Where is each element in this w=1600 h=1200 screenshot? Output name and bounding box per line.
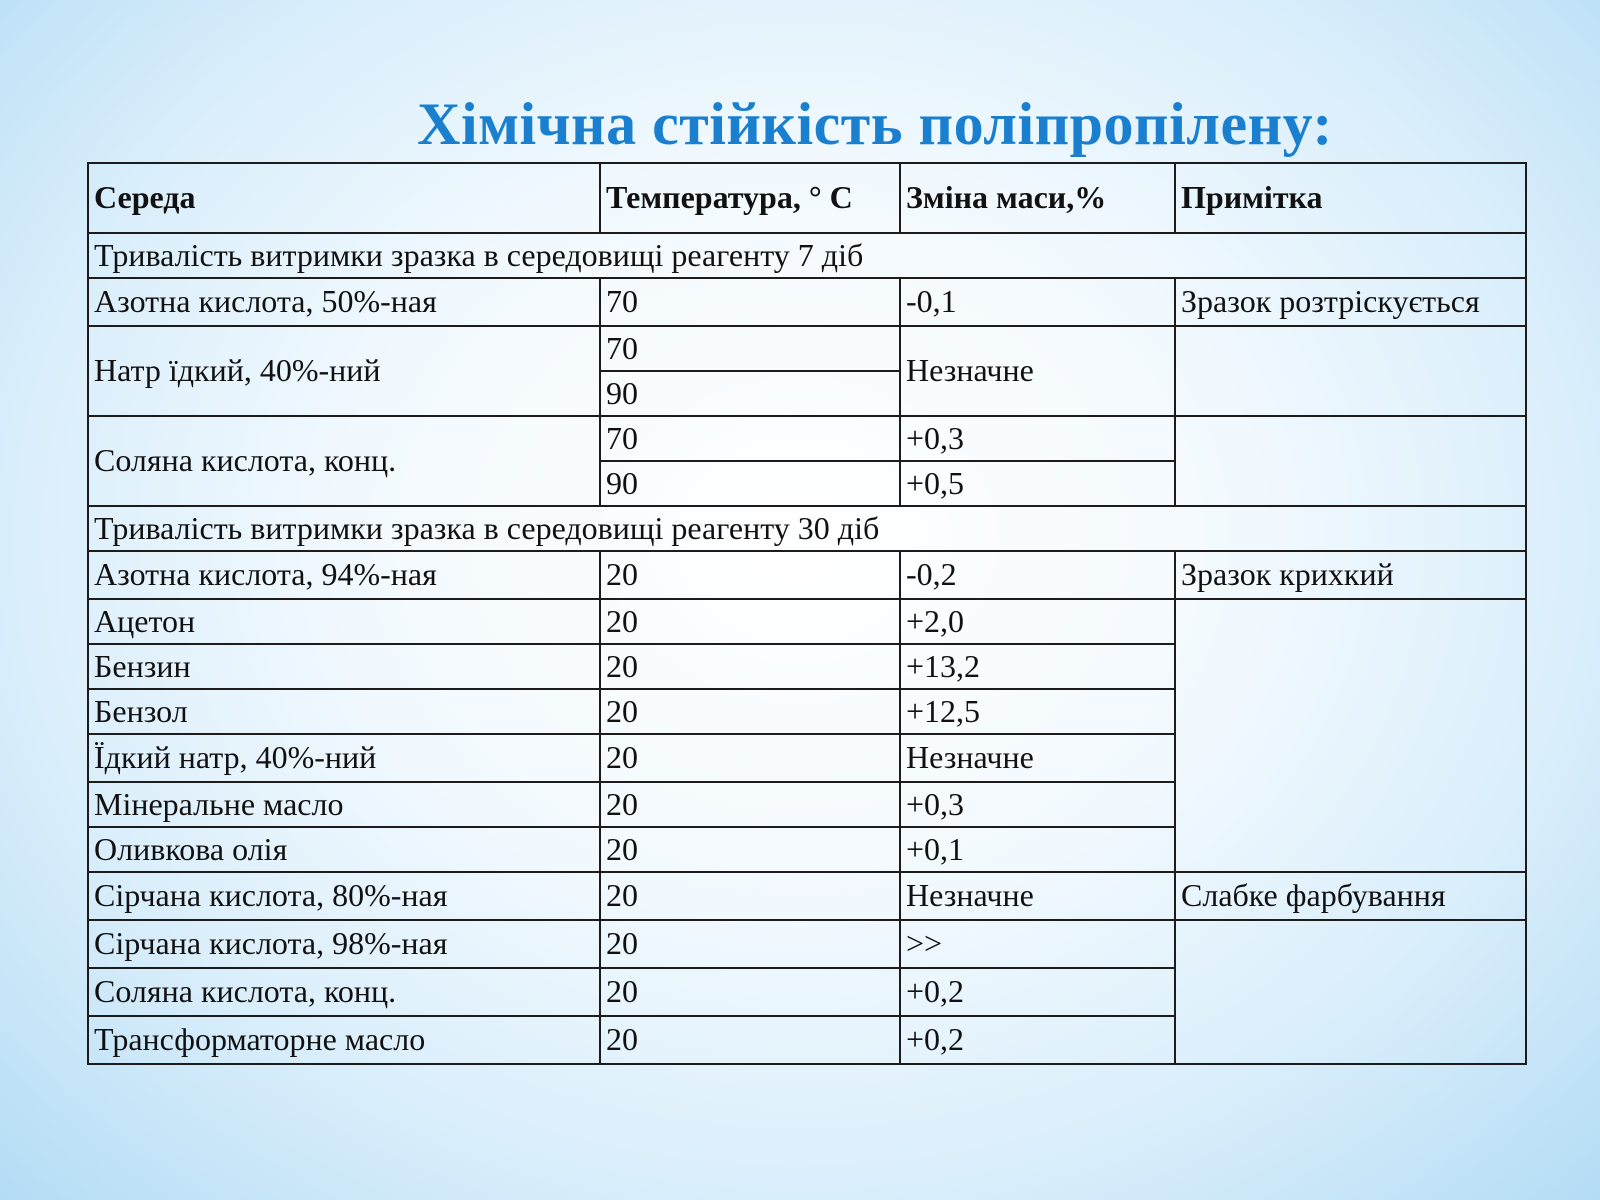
cell-mass-change: Незначне [900,734,1175,782]
cell-mass-change: >> [900,920,1175,968]
cell-mass-change: +0,5 [900,461,1175,506]
cell-temperature: 20 [600,551,900,599]
cell-mass-change: Незначне [900,872,1175,920]
table-header-row [88,163,1526,233]
cell-mass-change: +2,0 [900,599,1175,644]
cell-mass-change: +0,1 [900,827,1175,872]
header-note: Примітка [1175,163,1526,233]
cell-note [1175,920,1526,1064]
cell-note: Зразок крихкий [1175,551,1526,599]
cell-temperature: 20 [600,968,900,1016]
cell-mass-change: -0,1 [900,278,1175,326]
header-temperature: Температура, ° С [600,163,900,233]
cell-medium: Азотна кислота, 94%-ная [88,551,600,599]
page-title: Хімічна стійкість поліпропілену: [417,91,1333,157]
cell-temperature: 20 [600,734,900,782]
cell-temperature: 70 [600,416,900,461]
header-mass-change: Зміна маси,% [900,163,1175,233]
section-title: Тривалість витримки зразка в середовищі реагенту 7 діб [88,233,1526,278]
section-title: Тривалість витримки зразка в середовищі реагенту 30 діб [88,506,1526,551]
cell-medium: Натр їдкий, 40%-ний [88,326,600,416]
cell-mass-change: +0,2 [900,1016,1175,1064]
cell-medium: Ацетон [88,599,600,644]
cell-mass-change: Незначне [900,326,1175,416]
table-row [88,326,1526,371]
cell-note: Зразок розтріскується [1175,278,1526,326]
cell-temperature: 20 [600,599,900,644]
cell-medium: Трансформаторне масло [88,1016,600,1064]
table-row [88,551,1526,599]
cell-medium: Оливкова олія [88,827,600,872]
cell-mass-change: +0,2 [900,968,1175,1016]
cell-temperature: 20 [600,827,900,872]
cell-medium: Бензин [88,644,600,689]
cell-temperature: 20 [600,782,900,827]
cell-medium: Азотна кислота, 50%-ная [88,278,600,326]
cell-medium: Їдкий натр, 40%-ний [88,734,600,782]
table-row [88,416,1526,461]
cell-note [1175,416,1526,506]
cell-medium: Соляна кислота, конц. [88,968,600,1016]
cell-temperature: 90 [600,461,900,506]
cell-temperature: 70 [600,278,900,326]
cell-note: Слабке фарбування [1175,872,1526,920]
cell-mass-change: +0,3 [900,782,1175,827]
cell-temperature: 20 [600,872,900,920]
cell-temperature: 20 [600,689,900,734]
cell-temperature: 20 [600,920,900,968]
cell-medium: Бензол [88,689,600,734]
cell-medium: Сірчана кислота, 98%-ная [88,920,600,968]
cell-temperature: 90 [600,371,900,416]
table-row [88,872,1526,920]
table-row [88,599,1526,644]
cell-mass-change: +13,2 [900,644,1175,689]
section-row [88,506,1526,551]
cell-medium: Сірчана кислота, 80%-ная [88,872,600,920]
cell-mass-change: +0,3 [900,416,1175,461]
cell-temperature: 20 [600,1016,900,1064]
table-row [88,920,1526,968]
cell-note [1175,326,1526,416]
cell-note [1175,599,1526,872]
cell-medium: Соляна кислота, конц. [88,416,600,506]
cell-temperature: 70 [600,326,900,371]
cell-medium: Мінеральне масло [88,782,600,827]
table-row [88,278,1526,326]
chemical-resistance-table [87,162,1527,1065]
cell-mass-change: +12,5 [900,689,1175,734]
header-medium: Середа [88,163,600,233]
cell-temperature: 20 [600,644,900,689]
cell-mass-change: -0,2 [900,551,1175,599]
section-row [88,233,1526,278]
